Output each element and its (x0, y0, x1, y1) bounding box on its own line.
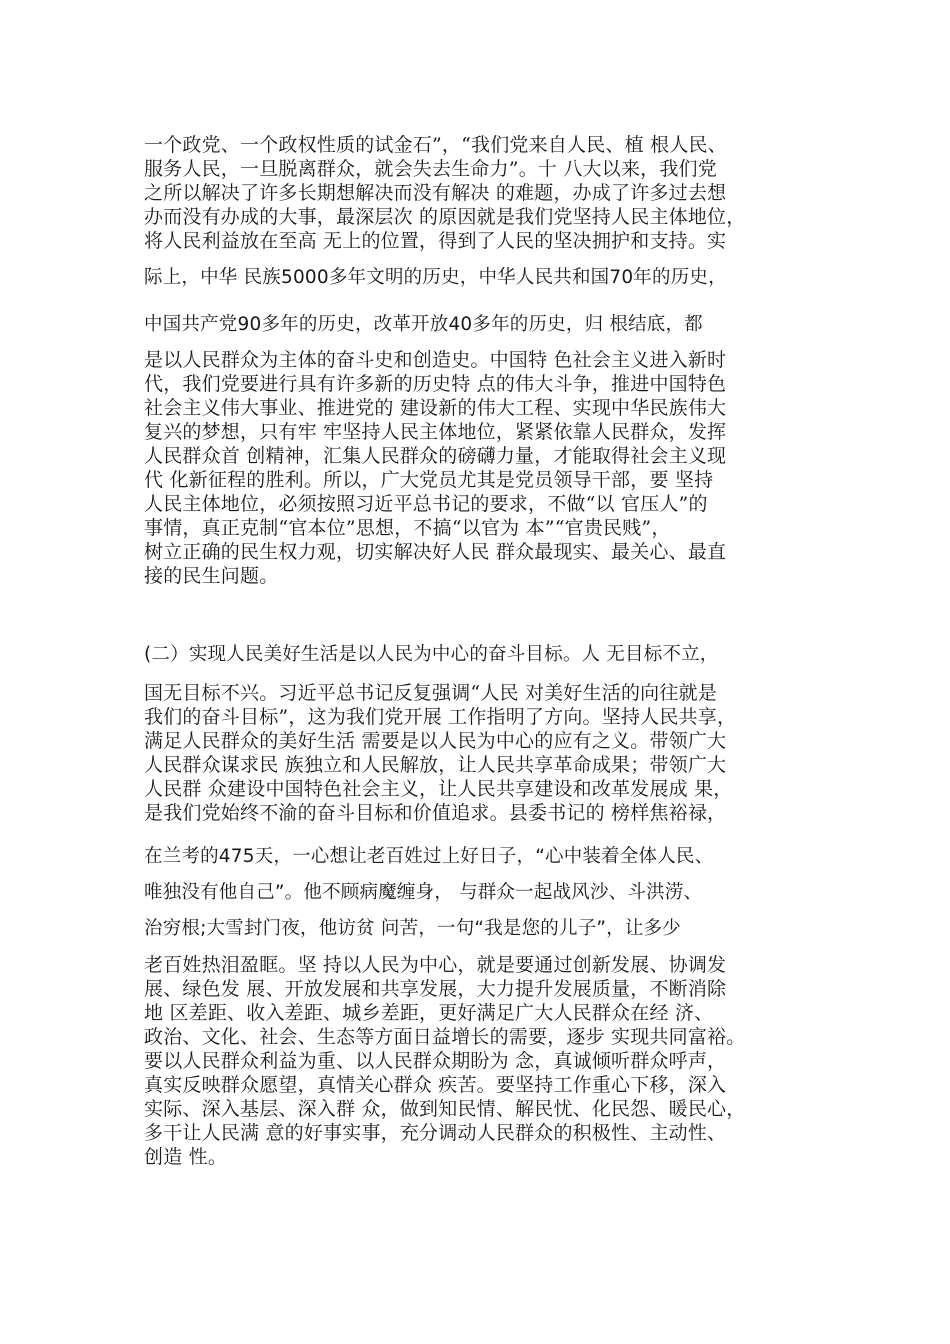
text-line: 治穷根;大雪封门夜，他访贫 问苦，一句“我是您的儿子”，让多少 (144, 918, 681, 939)
text-line: 接的民生问题。 (144, 565, 279, 587)
text-line: 展、绿色发 展、开放发展和共享发展，大力提升发展质量，不断消除 (144, 978, 727, 1000)
text-line: 要以人民群众利益为重、以人民群众期盼为 念，真诚倾听群众呼声， (144, 1050, 727, 1072)
text-line: 将人民利益放在至高 无上的位置，得到了人民的坚决拥护和支持。实 (144, 230, 727, 252)
section-heading-block (144, 643, 824, 667)
text-line: 在兰考的475天，一心想让老百姓过上好日子，“心中装着全体人民、 (144, 846, 714, 867)
text-line: 政治、文化、社会、生态等方面日益增长的需要，逐步 实现共同富裕。 (144, 1026, 746, 1048)
text-line: 人民主体地位，必须按照习近平总书记的要求，不做“以 官压人”的 (144, 493, 708, 515)
text-line: 国无目标不兴。习近平总书记反复强调“人民 对美好生活的向往就是 (144, 682, 717, 704)
paragraph-block (144, 266, 824, 290)
text-line: 之所以解决了许多长期想解决而没有解决 的难题，办成了许多过去想 (144, 182, 727, 204)
paragraph-block (144, 845, 824, 869)
text-line: 地 区差距、收入差距、城乡差距，更好满足广大人民群众在经 济、 (144, 1002, 714, 1024)
text-line: 人民群众首 创精神，汇集人民群众的磅礴力量，才能取得社会主义现 (144, 445, 727, 467)
paragraph-block (144, 348, 824, 588)
section-heading-line: (二）实现人民美好生活是以人民为中心的奋斗目标。人 无目标不立， (144, 644, 719, 665)
text-line: 实际、深入基层、深入群 众，做到知民情、解民忧、化民怨、暖民心， (144, 1098, 746, 1120)
text-line: 是我们党始终不渝的奋斗目标和价值追求。县委书记的 榜样焦裕禄， (144, 802, 727, 824)
text-line: 事情，真正克制“官本位”思想，不搞“以官为 本”“官贵民贱”， (144, 517, 671, 539)
text-line: 中国共产党90多年的历史，改革开放40多年的历史，归 根结底，都 (144, 314, 703, 335)
text-line: 满足人民群众的美好生活 需要是以人民为中心的应有之义。带领广大 (144, 730, 727, 752)
text-line: 唯独没有他自己”。他不顾病魔缠身， 与群众一起战风沙、斗洪涝、 (144, 882, 703, 903)
text-line: 人民群 众建设中国特色社会主义，让人民共享建设和改革发展成 果， (144, 778, 733, 800)
text-line: 我们的奋斗目标”，这为我们党开展 工作指明了方向。坚持人民共享， (144, 706, 737, 728)
text-line: 际上，中华 民族5000多年文明的历史，中华人民共和国70年的历史， (144, 267, 727, 288)
text-line: 创造 性。 (144, 1146, 228, 1168)
text-line: 服务人民，一旦脱离群众，就会失去生命力”。十 八大以来，我们党 (144, 158, 717, 180)
text-line: 多干让人民满 意的好事实事，充分调动人民群众的积极性、主动性、 (144, 1122, 727, 1144)
paragraph-block (144, 133, 824, 253)
text-line: 一个政党、一个政权性质的试金石”，“我们党来自人民、植 根人民、 (144, 134, 727, 156)
paragraph-block (144, 681, 824, 825)
text-line: 老百姓热泪盈眶。坚 持以人民为中心，就是要通过创新发展、协调发 (144, 954, 727, 976)
text-line: 树立正确的民生权力观，切实解决好人民 群众最现实、最关心、最直 (144, 541, 727, 563)
text-line: 办而没有办成的大事，最深层次 的原因就是我们党坚持人民主体地位， (144, 206, 746, 228)
text-line: 人民群众谋求民 族独立和人民解放，让人民共享革命成果；带领广大 (144, 754, 727, 776)
text-line: 代，我们党要进行具有许多新的历史特 点的伟大斗争，推进中国特色 (144, 373, 727, 395)
text-line: 社会主义伟大事业、推进党的 建设新的伟大工程、实现中华民族伟大 (144, 397, 727, 419)
paragraph-block (144, 881, 824, 905)
paragraph-block (144, 953, 824, 1169)
paragraph-block (144, 313, 824, 337)
paragraph-block (144, 917, 824, 941)
text-line: 复兴的梦想，只有牢 牢坚持人民主体地位，紧紧依靠人民群众，发挥 (144, 421, 727, 443)
text-line: 是以人民群众为主体的奋斗史和创造史。中国特 色社会主义进入新时 (144, 349, 727, 371)
text-line: 代 化新征程的胜利。所以，广大党员尤其是党员领导干部，要 坚持 (144, 469, 714, 491)
text-line: 真实反映群众愿望，真情关心群众 疾苦。要坚持工作重心下移，深入 (144, 1074, 727, 1096)
